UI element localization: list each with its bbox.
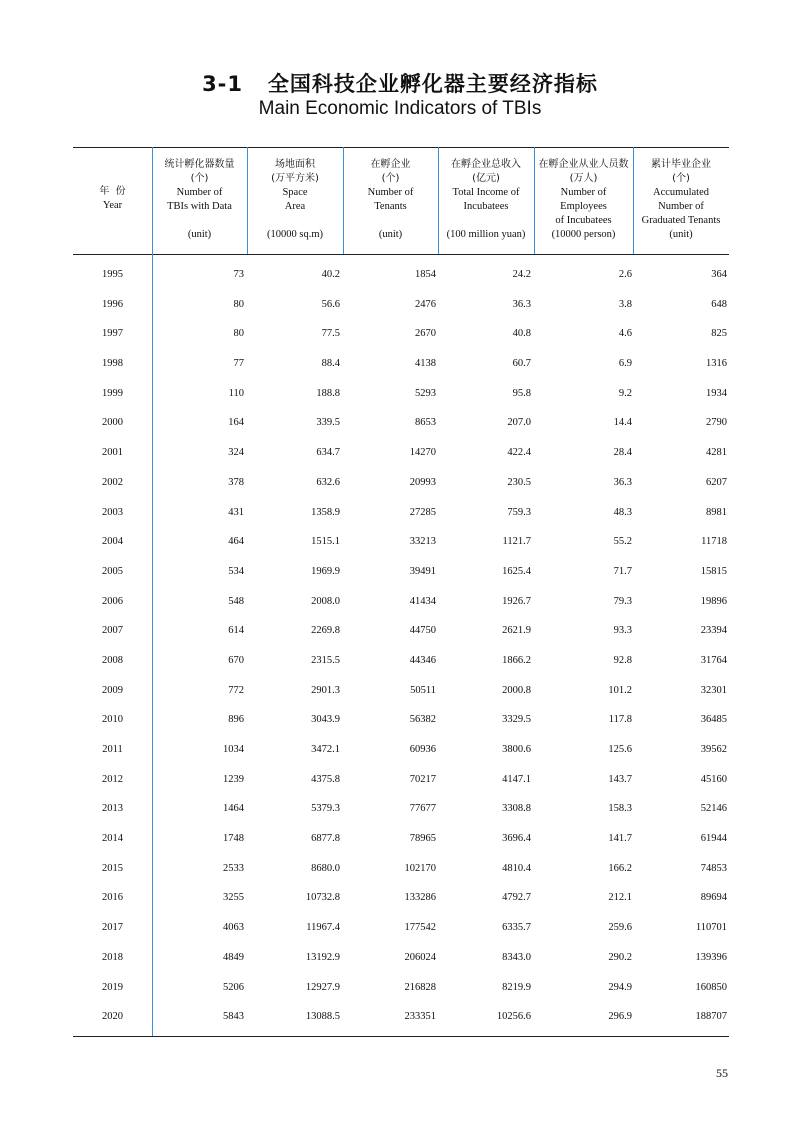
value-cell: 4281 (706, 447, 727, 459)
column-header-english: Number of (367, 187, 414, 198)
table-row (73, 468, 729, 498)
year-cell: 2007 (102, 625, 123, 637)
value-cell: 11718 (701, 536, 727, 548)
value-cell: 1239 (223, 773, 244, 785)
value-cell: 2621.9 (502, 625, 531, 637)
value-cell: 4849 (223, 951, 244, 963)
value-cell: 60.7 (512, 358, 531, 370)
value-cell: 1515.1 (311, 536, 340, 548)
year-cell: 2006 (102, 595, 123, 607)
value-cell: 73 (233, 269, 244, 280)
value-cell: 5293 (415, 387, 436, 399)
value-cell: 1969.9 (311, 565, 340, 577)
year-cell: 2009 (102, 684, 123, 696)
column-header-chinese: 在孵企业 (370, 159, 411, 170)
value-cell: 2008.0 (311, 595, 340, 607)
column-header (633, 158, 729, 242)
value-cell: 772 (228, 684, 244, 696)
year-cell: 2018 (102, 951, 123, 963)
year-cell: 2016 (102, 892, 123, 904)
table-row (73, 676, 729, 706)
value-cell: 6.9 (618, 358, 632, 370)
value-cell: 364 (711, 269, 727, 280)
table-row (73, 587, 729, 617)
value-cell: 60936 (409, 744, 436, 755)
value-cell: 5206 (223, 981, 244, 993)
value-cell: 88.4 (321, 358, 340, 370)
table-row (73, 557, 729, 587)
value-cell: 259.6 (608, 922, 632, 934)
value-cell: 31764 (700, 654, 727, 666)
value-cell: 378 (228, 476, 244, 488)
column-header-english (152, 214, 247, 228)
value-cell: 23394 (700, 625, 727, 637)
column-header-unit-chinese: (万平方米) (271, 173, 319, 184)
column-header-unit-chinese: (万人) (569, 173, 598, 184)
value-cell: 3800.6 (502, 744, 531, 755)
value-cell: 28.4 (613, 447, 632, 459)
table-row (73, 290, 729, 320)
value-cell: 40.2 (321, 269, 340, 280)
value-cell: 177542 (404, 922, 436, 934)
value-cell: 1034 (223, 744, 244, 755)
value-cell: 216828 (404, 981, 436, 993)
value-cell: 431 (228, 506, 244, 518)
column-header (438, 158, 534, 242)
column-header-chinese: 场地面积 (275, 159, 315, 170)
value-cell: 1934 (706, 387, 727, 399)
value-cell: 61944 (700, 833, 727, 845)
value-cell: 1464 (223, 803, 244, 815)
year-cell: 1997 (102, 328, 123, 340)
year-cell: 2014 (102, 833, 123, 845)
value-cell: 290.2 (608, 951, 632, 963)
column-header-english (343, 214, 438, 228)
value-cell: 14270 (409, 447, 436, 459)
year-header-english: Year (102, 200, 123, 211)
table-row (73, 705, 729, 735)
table-row (73, 913, 729, 943)
value-cell: 36.3 (613, 476, 632, 488)
value-cell: 33213 (409, 536, 436, 548)
column-header (534, 158, 633, 242)
column-header (343, 158, 438, 242)
value-cell: 77 (233, 358, 244, 370)
column-header-unit: (unit) (187, 229, 212, 240)
value-cell: 8653 (415, 417, 436, 429)
table-row (73, 438, 729, 468)
table-row (73, 616, 729, 646)
value-cell: 102170 (404, 862, 436, 874)
value-cell: 1866.2 (502, 654, 531, 666)
year-cell: 2000 (102, 417, 123, 429)
year-cell: 2001 (102, 447, 123, 459)
value-cell: 3472.1 (311, 744, 340, 755)
table-title-english: Main Economic Indicators of TBIs (258, 98, 542, 119)
value-cell: 324 (228, 447, 244, 459)
value-cell: 2790 (706, 417, 727, 429)
column-header-unit-chinese: (亿元) (472, 173, 500, 184)
value-cell: 3043.9 (311, 714, 340, 726)
column-header-unit-chinese: (个) (190, 173, 209, 184)
column-header-english: Tenants (374, 201, 407, 212)
value-cell: 896 (228, 714, 244, 726)
value-cell: 206024 (404, 951, 436, 963)
year-cell: 2019 (102, 981, 123, 993)
column-header-chinese: 统计孵化器数量 (164, 159, 235, 170)
table-row (73, 824, 729, 854)
value-cell: 77677 (409, 803, 436, 815)
value-cell: 1358.9 (311, 506, 340, 518)
value-cell: 13088.5 (305, 1011, 340, 1023)
value-cell: 6877.8 (311, 833, 340, 845)
value-cell: 464 (228, 536, 244, 548)
value-cell: 27285 (409, 506, 436, 518)
value-cell: 44750 (409, 625, 436, 637)
value-cell: 160850 (695, 981, 727, 993)
value-cell: 36485 (700, 714, 727, 726)
table-row (73, 883, 729, 913)
value-cell: 20993 (409, 476, 436, 488)
value-cell: 4.6 (618, 328, 632, 340)
value-cell: 207.0 (507, 417, 531, 429)
table-row (73, 1002, 729, 1032)
value-cell: 95.8 (512, 387, 531, 399)
value-cell: 141.7 (608, 833, 632, 845)
value-cell: 2.6 (618, 269, 632, 280)
column-header-chinese: 在孵企业从业人员数 (538, 159, 629, 170)
value-cell: 39491 (409, 565, 436, 577)
column-header-english: Employees (560, 201, 607, 212)
year-header-chinese: 年 份 (99, 186, 126, 197)
value-cell: 78965 (409, 833, 436, 845)
value-cell: 45160 (700, 773, 727, 785)
value-cell: 55.2 (613, 536, 632, 548)
table-row (73, 646, 729, 676)
value-cell: 4147.1 (502, 773, 531, 785)
year-cell: 2008 (102, 654, 123, 666)
value-cell: 339.5 (316, 417, 340, 429)
value-cell: 422.4 (507, 447, 531, 459)
value-cell: 3696.4 (502, 833, 531, 845)
value-cell: 48.3 (613, 506, 632, 518)
column-header-english: Number of (658, 201, 704, 212)
value-cell: 233351 (404, 1011, 436, 1023)
column-header-english: Number of (560, 187, 607, 198)
value-cell: 41434 (409, 595, 436, 607)
column-header-english: Area (284, 201, 306, 212)
value-cell: 32301 (700, 684, 727, 696)
table-row (73, 943, 729, 973)
value-cell: 4792.7 (502, 892, 531, 904)
table-row (73, 408, 729, 438)
value-cell: 188.8 (316, 387, 340, 399)
column-header-english (438, 214, 534, 228)
value-cell: 56382 (409, 714, 436, 726)
column-header-english (247, 214, 343, 228)
table-top-rule (73, 147, 729, 148)
column-header-unit: (10000 person) (551, 229, 616, 240)
value-cell: 632.6 (316, 476, 340, 488)
value-cell: 2000.8 (502, 684, 531, 696)
column-header-english: TBIs with Data (167, 201, 232, 212)
value-cell: 77.5 (321, 328, 340, 340)
column-header-english: Graduated Tenants (641, 215, 721, 226)
value-cell: 10732.8 (305, 892, 340, 904)
value-cell: 1854 (415, 269, 436, 280)
year-cell: 2020 (102, 1011, 123, 1023)
value-cell: 759.3 (507, 506, 531, 518)
value-cell: 2476 (415, 298, 436, 310)
value-cell: 80 (233, 298, 244, 310)
value-cell: 143.7 (608, 773, 632, 785)
value-cell: 40.8 (512, 328, 531, 340)
value-cell: 2670 (415, 328, 436, 340)
value-cell: 133286 (404, 892, 436, 904)
year-cell: 1996 (102, 298, 123, 310)
value-cell: 10256.6 (496, 1011, 531, 1023)
value-cell: 101.2 (608, 684, 632, 696)
value-cell: 1748 (223, 833, 244, 845)
page-number: 55 (716, 1066, 728, 1080)
value-cell: 3.8 (618, 298, 632, 310)
value-cell: 230.5 (507, 476, 531, 488)
value-cell: 24.2 (512, 269, 531, 280)
value-cell: 39562 (700, 744, 727, 755)
value-cell: 825 (711, 328, 727, 340)
column-header-unit-chinese: (个) (381, 173, 400, 184)
column-header-chinese: 累计毕业企业 (651, 159, 711, 170)
value-cell: 534 (228, 565, 244, 577)
value-cell: 9.2 (618, 387, 632, 399)
year-cell: 2013 (102, 803, 123, 815)
column-header-unit: (10000 sq.m) (267, 229, 323, 240)
column-header-english: Number of (176, 187, 223, 198)
value-cell: 110 (228, 387, 244, 399)
column-header-english: Total Income of (452, 187, 520, 198)
value-cell: 670 (228, 654, 244, 666)
value-cell: 648 (711, 298, 727, 310)
value-cell: 19896 (700, 595, 727, 607)
column-header-unit: (unit) (378, 229, 403, 240)
year-cell: 2004 (102, 536, 123, 548)
value-cell: 70217 (409, 773, 436, 785)
value-cell: 15815 (700, 565, 727, 577)
value-cell: 1316 (706, 358, 727, 370)
table-row (73, 498, 729, 528)
value-cell: 79.3 (613, 595, 632, 607)
column-header-unit-chinese: (个) (672, 173, 690, 184)
value-cell: 548 (228, 595, 244, 607)
table-body (73, 260, 729, 1032)
value-cell: 6335.7 (502, 922, 531, 934)
table-row (73, 765, 729, 795)
year-cell: 2002 (102, 476, 123, 488)
value-cell: 139396 (695, 951, 727, 963)
value-cell: 12927.9 (305, 981, 340, 993)
value-cell: 80 (233, 328, 244, 340)
value-cell: 117.8 (608, 714, 632, 726)
value-cell: 93.3 (613, 625, 632, 637)
year-cell: 1998 (102, 358, 123, 370)
value-cell: 8680.0 (311, 862, 340, 874)
value-cell: 56.6 (321, 298, 340, 310)
column-header (152, 158, 247, 242)
table-row (73, 319, 729, 349)
value-cell: 8343.0 (502, 951, 531, 963)
value-cell: 2901.3 (311, 684, 340, 696)
column-header-english: Space (282, 187, 308, 198)
value-cell: 2533 (223, 862, 244, 874)
column-header (247, 158, 343, 242)
value-cell: 294.9 (608, 981, 632, 993)
value-cell: 212.1 (608, 892, 632, 904)
value-cell: 8981 (706, 506, 727, 518)
year-cell: 2012 (102, 773, 123, 785)
table-title-chinese: 3-1 全国科技企业孵化器主要经济指标 (202, 72, 598, 96)
value-cell: 50511 (410, 684, 436, 696)
value-cell: 1926.7 (502, 595, 531, 607)
value-cell: 2269.8 (311, 625, 340, 637)
value-cell: 2315.5 (311, 654, 340, 666)
year-column-header (73, 185, 152, 213)
value-cell: 158.3 (608, 803, 632, 815)
value-cell: 11967.4 (306, 922, 340, 934)
value-cell: 52146 (700, 803, 727, 815)
column-header-unit: (100 million yuan) (446, 229, 526, 240)
value-cell: 166.2 (608, 862, 632, 874)
value-cell: 13192.9 (305, 951, 340, 963)
value-cell: 614 (228, 625, 244, 637)
table-row (73, 260, 729, 290)
value-cell: 3255 (223, 892, 244, 904)
column-header-english: Accumulated (653, 187, 709, 198)
value-cell: 89694 (700, 892, 727, 904)
value-cell: 4375.8 (311, 773, 340, 785)
value-cell: 634.7 (316, 447, 340, 459)
value-cell: 1121.7 (502, 536, 531, 548)
year-cell: 2003 (102, 506, 123, 518)
value-cell: 110701 (695, 922, 727, 934)
value-cell: 125.6 (608, 744, 632, 755)
value-cell: 296.9 (608, 1011, 632, 1023)
value-cell: 3308.8 (502, 803, 531, 815)
table-row (73, 527, 729, 557)
year-cell: 2005 (102, 565, 123, 577)
value-cell: 8219.9 (502, 981, 531, 993)
column-header-unit: (unit) (669, 229, 693, 240)
year-cell: 1995 (102, 269, 123, 280)
table-row (73, 794, 729, 824)
value-cell: 74853 (700, 862, 727, 874)
table-row (73, 854, 729, 884)
value-cell: 44346 (409, 654, 436, 666)
value-cell: 188707 (695, 1011, 727, 1023)
value-cell: 92.8 (613, 654, 632, 666)
table-row (73, 379, 729, 409)
year-cell: 2011 (102, 744, 123, 755)
year-cell: 1999 (102, 387, 123, 399)
column-header-english: Incubatees (463, 201, 509, 212)
table-header-rule (73, 254, 729, 255)
value-cell: 1625.4 (502, 565, 531, 577)
value-cell: 5379.3 (311, 803, 340, 815)
value-cell: 36.3 (512, 298, 531, 310)
value-cell: 164 (228, 417, 244, 429)
value-cell: 71.7 (613, 565, 632, 577)
year-cell: 2017 (102, 922, 123, 934)
year-cell: 2010 (102, 714, 123, 726)
table-row (73, 349, 729, 379)
value-cell: 6207 (706, 476, 727, 488)
value-cell: 5843 (223, 1011, 244, 1023)
year-cell: 2015 (102, 862, 123, 874)
value-cell: 3329.5 (502, 714, 531, 726)
value-cell: 4810.4 (502, 862, 531, 874)
value-cell: 4138 (415, 358, 436, 370)
column-header-english: of Incubatees (555, 215, 612, 226)
table-row (73, 973, 729, 1003)
table-row (73, 735, 729, 765)
table-bottom-rule (73, 1036, 729, 1037)
column-header-chinese: 在孵企业总收入 (451, 159, 521, 170)
value-cell: 14.4 (613, 417, 632, 429)
value-cell: 4063 (223, 922, 244, 934)
